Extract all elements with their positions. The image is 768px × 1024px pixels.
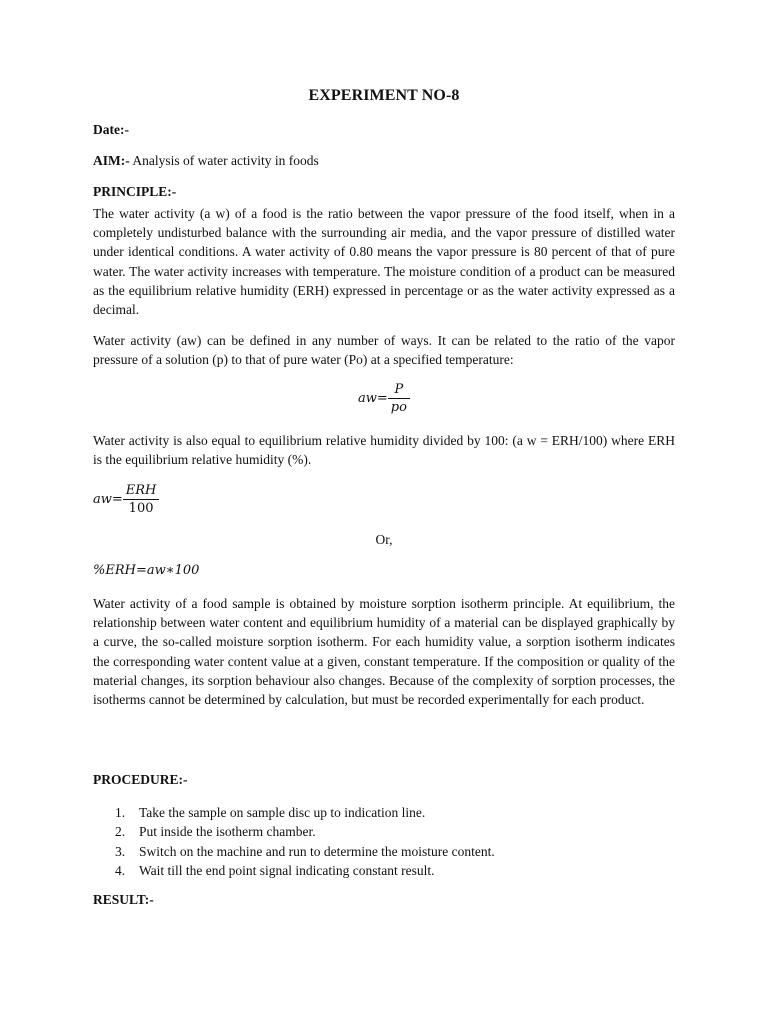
step-text: Wait till the end point signal indicating constant result. <box>139 863 435 879</box>
procedure-step <box>93 822 495 841</box>
principle-paragraph-1: The water activity (a w) of a food is the ratio between the vapor pressure of the food itself, when in a completely undisturbed balance with the surrounding air media, and the vapor pressure of distilled water under identical conditions. A water activity of 0.80 means the vapor pressure is 80 percent of that of pure water. The water activity increases with temperature. The moisture condition of a product can be measured as the equilibrium relative humidity (ERH) expressed in percentage or as the water activity expressed as a decimal. <box>93 206 675 318</box>
formula-2-denominator: 100 <box>128 501 154 516</box>
principle-paragraph-4: Water activity of a food sample is obtained by moisture sorption isotherm principle. At equilibrium, the relationship between water content and equilibrium humidity of a material can be displayed graphically by a curve, the so-called moisture sorption isotherm. For each humidity value, a sorption isotherm indicates the corresponding water content value at a given, constant temperature. If the composition or quality of the material changes, its sorption behaviour also changes. Because of the complexity of sorption processes, the isotherms cannot be determined by calculation, but must be recorded experimentally for each product. <box>93 596 675 708</box>
formula-2-fraction <box>123 482 160 517</box>
formula-erh: %ERH=aw∗100 <box>93 563 200 578</box>
step-text: Put inside the isotherm chamber. <box>139 824 316 840</box>
principle-paragraph-3: Water activity is also equal to equilibrium relative humidity divided by 100: (a w = ERH/100) where ERH is the equilibrium relative humidity (%). <box>93 433 675 468</box>
result-heading: RESULT:- <box>93 892 154 907</box>
step-text: Take the sample on sample disc up to indication line. <box>139 805 426 820</box>
aim-label: AIM:- <box>93 153 130 168</box>
procedure-step <box>93 861 495 880</box>
step-number: 3. <box>115 843 126 859</box>
or-separator: Or, <box>375 532 393 547</box>
aim-line <box>93 153 319 169</box>
formula-1-denominator: po <box>390 400 407 415</box>
step-text: Switch on the machine and run to determine the moisture content. <box>139 843 495 859</box>
step-number: 4. <box>115 863 126 879</box>
step-number: 1. <box>115 805 126 820</box>
page-title: EXPERIMENT NO-8 <box>308 87 460 104</box>
formula-2-numerator: ERH <box>123 482 160 500</box>
formula-1-numerator: P <box>388 381 410 399</box>
formula-1-lhs: aw= <box>358 391 388 406</box>
procedure-heading: PROCEDURE:- <box>93 772 188 787</box>
procedure-steps <box>93 803 495 881</box>
principle-heading: PRINCIPLE:- <box>93 184 177 199</box>
aim-text: Analysis of water activity in foods <box>129 153 319 168</box>
formula-aw-erh <box>93 482 159 517</box>
formula-2-lhs: aw= <box>93 492 123 507</box>
formula-1-fraction <box>388 381 410 416</box>
principle-paragraph-2: Water activity (aw) can be defined in any number of ways. It can be related to the ratio of the vapor pressure of a solution (p) to that of pure water (Po) at a specified temperature: <box>93 333 675 368</box>
procedure-step <box>93 842 495 861</box>
formula-aw-pressure <box>358 381 410 416</box>
step-number: 2. <box>115 824 126 840</box>
procedure-step <box>93 803 495 822</box>
date-label: Date:- <box>93 122 129 137</box>
